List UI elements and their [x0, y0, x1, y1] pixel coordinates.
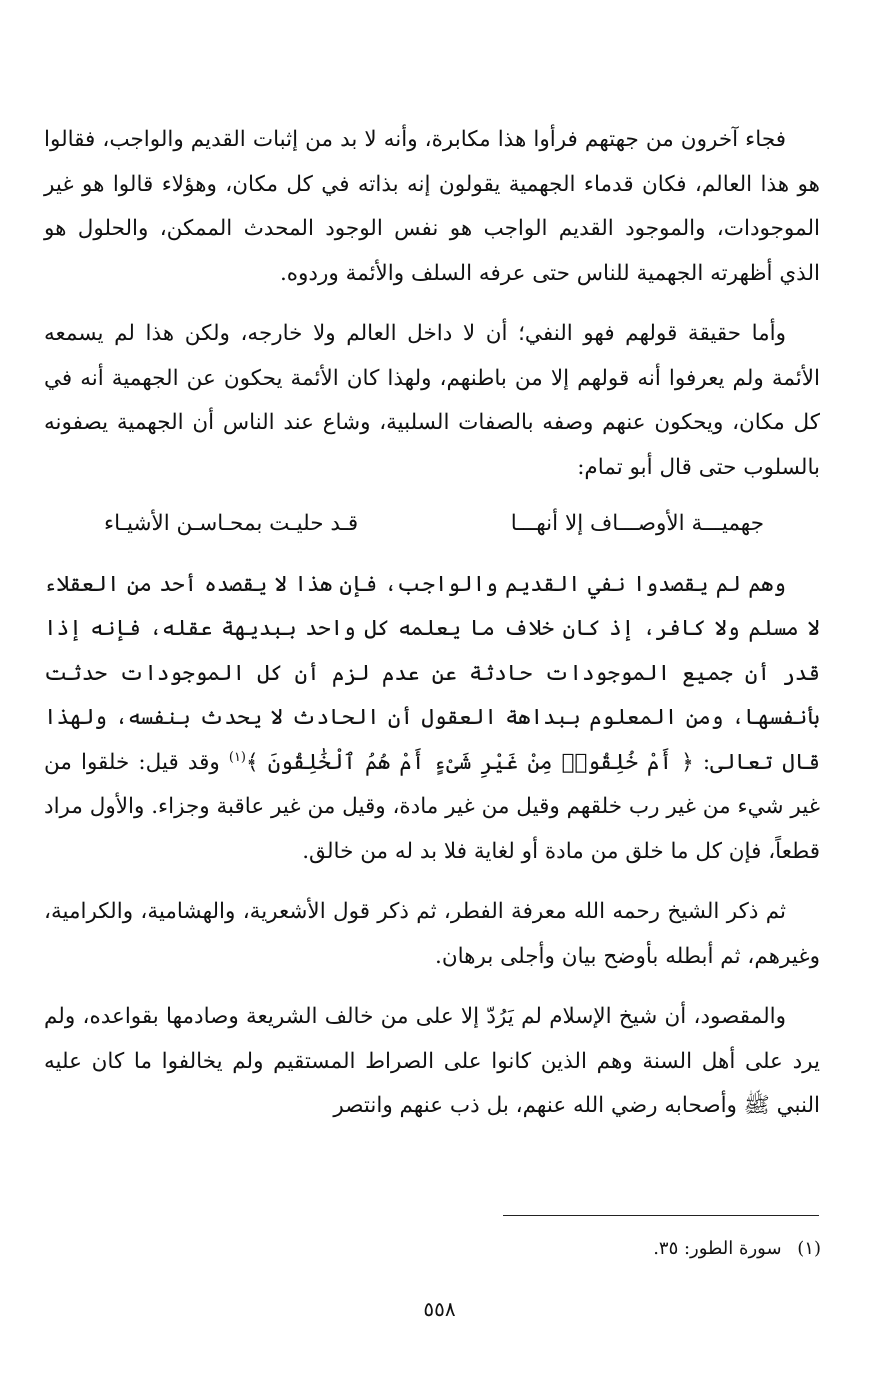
paragraph-3-text-before-quran: وهم لم يقصدوا نفي القديم والواجب، فإن هذا لا يقصده أحد من العقلاء لا مسلم ولا كافر، إذ كان خلاف ما يعلمه كل واحد ببديهة عقله، فإنه إذا قدر أن جميع الموجودات حادثة عن عدم لزم أن كل الموجودات حدثت بأنفسها، ومن المعلوم ببداهة العقول أن الحادث لا يحدث بنفسه، ولهذا قال تعالى: [44, 571, 820, 775]
footnote-reference-marker: (١) [228, 749, 246, 765]
verse-hemistich-first: جهميـــة الأوصـــاف إلا أنهـــا [510, 511, 764, 536]
footnote-number: (١) [797, 1238, 821, 1259]
footnote-separator-line [503, 1215, 819, 1216]
footnote [653, 1234, 821, 1264]
paragraph-4: ثم ذكر الشيخ رحمه الله معرفة الفطر، ثم ذكر قول الأشعرية، والهشامية، والكرامية، وغيرهم، ثم أبطله بأوضح بيان وأجلى برهان. [44, 899, 820, 969]
paragraph-3-text-after-quran: وقد قيل: خلقوا من غير شيء من غير رب خلقهم وقيل من غير مادة، وقيل من غير عاقبة وجزاء. والأول مراد قطعاً، فإن كل ما خلق من مادة أو لغاية فلا بد له من خالق. [44, 749, 820, 864]
paragraph-2: وأما حقيقة قولهم فهو النفي؛ أن لا داخل العالم ولا خارجه، ولكن هذا لم يسمعه الأئمة ولم يعرفوا أنه قولهم إلا من باطنهم، ولهذا كان الأئمة يحكون عن الجهمية أنه في كل مكان، ويحكون عنهم وصفه بالصفات السلبية، وشاع عند الناس أن الجهمية يصفونه بالسلوب حتى قال أبو تمام: [44, 321, 820, 480]
paragraph-3 [44, 563, 820, 875]
footnote-text: سورة الطور: ٣٥. [653, 1238, 782, 1259]
verse-hemistich-second: قـد حليـت بمحـاسـن الأشيـاء [104, 511, 359, 536]
page-body [44, 118, 820, 1129]
quran-quote: ﴿ أَمْ خُلِقُوا۟ مِنْ غَيْرِ شَىْءٍ أَمْ هُمُ ٱلْخَٰلِقُونَ ﴾ [246, 749, 694, 775]
page-number: ٥٥٨ [423, 1297, 456, 1321]
poetry-verse [44, 502, 820, 547]
paragraph-5: والمقصود، أن شيخ الإسلام لم يَرُدّ إلا على من خالف الشريعة وصادمها بقواعده، ولم يرد على أهل السنة وهم الذين كانوا على الصراط المستقيم ولم يخالفوا ما كان عليه النبي ﷺ وأصحابه رضي الله عنهم، بل ذب عنهم وانتصر [44, 1004, 820, 1118]
paragraph-1: فجاء آخرون من جهتهم فرأوا هذا مكابرة، وأنه لا بد من إثبات القديم والواجب، فقالوا هو هذا العالم، فكان قدماء الجهمية يقولون إنه بذاته في كل مكان، وهؤلاء قالوا هو غير الموجودات، والموجود القديم الواجب هو نفس الوجود المحدث الممكن، والحلول هو الذي أظهرته الجهمية للناس حتى عرفه السلف والأئمة وردوه. [44, 127, 820, 286]
